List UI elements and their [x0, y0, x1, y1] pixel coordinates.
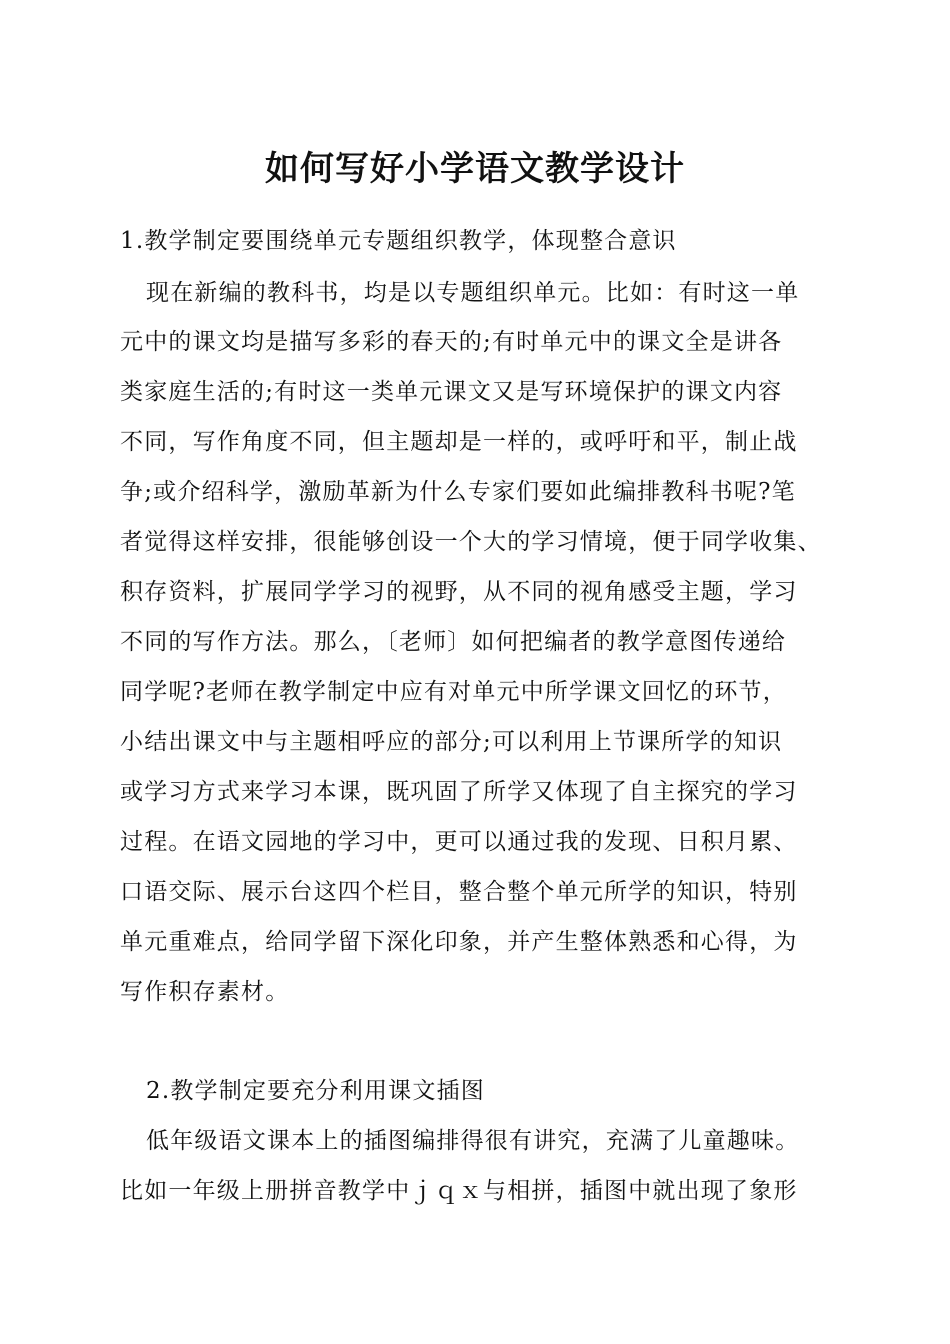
paragraph-line: 元中的课文均是描写多彩的春天的;有时单元中的课文全是讲各	[120, 329, 783, 355]
paragraph-line: 不同的写作方法。那么，〔老师〕如何把编者的教学意图传递给	[120, 629, 787, 655]
paragraph-line: 现在新编的教科书，均是以专题组织单元。比如：有时这一单	[146, 280, 800, 306]
section-heading-2: 2.教学制定要充分利用课文插图	[146, 1078, 485, 1104]
paragraph-line: 同学呢?老师在教学制定中应有对单元中所学课文回忆的环节，	[120, 679, 787, 705]
paragraph-line: 争;或介绍科学，激励革新为什么专家们要如此编排教科书呢?笔	[120, 479, 796, 505]
paragraph-line: 小结出课文中与主题相呼应的部分;可以利用上节课所学的知识	[120, 729, 783, 755]
paragraph-line: 积存资料，扩展同学学习的视野，从不同的视角感受主题，学习	[120, 579, 798, 605]
paragraph-line: 类家庭生活的;有时这一类单元课文又是写环境保护的课文内容	[120, 379, 783, 405]
section-heading-1: 1.教学制定要围绕单元专题组织教学，体现整合意识	[120, 228, 677, 254]
paragraph-line: 口语交际、展示台这四个栏目，整合整个单元所学的知识，特别	[120, 879, 798, 905]
paragraph-line: 写作积存素材。	[120, 979, 290, 1005]
paragraph-line: 低年级语文课本上的插图编排得很有讲究，充满了儿童趣味。	[146, 1128, 800, 1154]
paragraph-line: 过程。在语文园地的学习中，更可以通过我的发现、日积月累、	[120, 829, 798, 855]
paragraph-line: 者觉得这样安排，很能够创设一个大的学习情境，便于同学收集、	[120, 529, 822, 555]
paragraph-line: 或学习方式来学习本课，既巩固了所学又体现了自主探究的学习	[120, 779, 798, 805]
paragraph-line: 比如一年级上册拼音教学中ｊｑｘ与相拼，插图中就出现了象形	[120, 1178, 798, 1204]
paragraph-line: 不同，写作角度不同，但主题却是一样的，或呼吁和平，制止战	[120, 429, 798, 455]
paragraph-line: 单元重难点，给同学留下深化印象，并产生整体熟悉和心得，为	[120, 929, 798, 955]
document-title: 如何写好小学语文教学设计	[265, 149, 685, 189]
